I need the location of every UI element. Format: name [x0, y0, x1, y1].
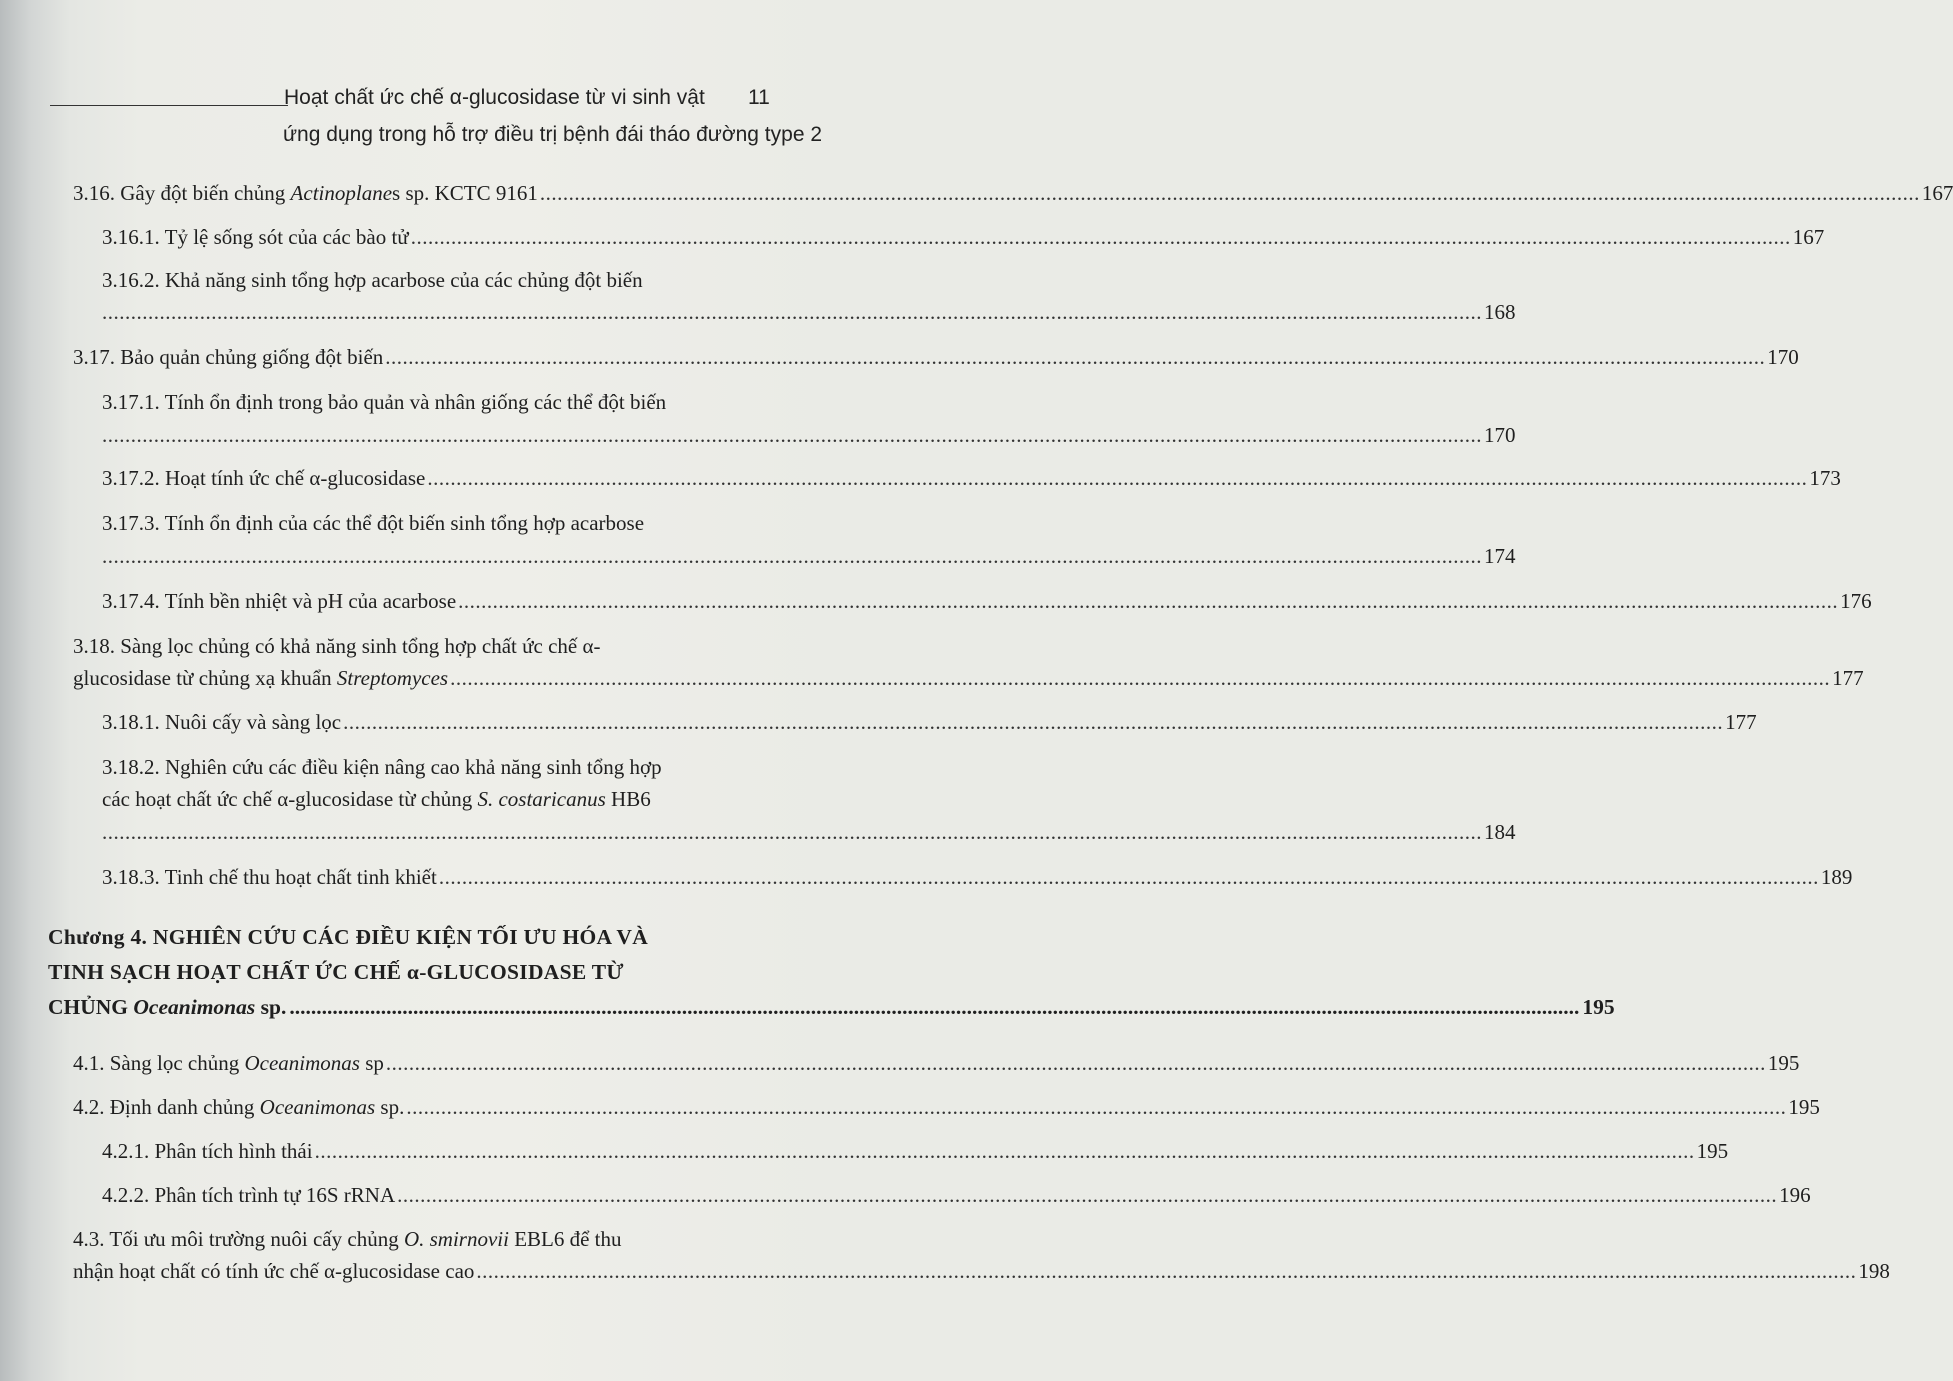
toc-text: sp — [359, 1051, 384, 1075]
toc-text: các hoạt chất ức chế α-glucosidase từ chủng — [102, 787, 478, 811]
toc-entry-4-3 — [73, 1259, 1890, 1284]
toc-text: 3.17. Bảo quản chủng giống đột biến — [73, 345, 384, 369]
toc-text: 3.17.3. Tính ổn định của các thể đột biến sinh tổng hợp acarbose — [102, 511, 645, 535]
toc-text: s sp. KCTC 9161 — [392, 181, 538, 205]
toc-page: 170 — [1484, 423, 1516, 447]
toc-page: 173 — [1809, 466, 1841, 490]
toc-entry-3-17-3 — [102, 544, 1516, 569]
toc-text: 3.18.3. Tinh chế thu hoạt chất tinh khiết — [102, 865, 437, 889]
dot-leader: ................................................................................................................................................................................................................................................ — [410, 225, 1791, 249]
toc-text: 3.16.2. Khả năng sinh tổng hợp acarbose của các chủng đột biến — [102, 268, 643, 292]
toc-text: sp. — [375, 1095, 405, 1119]
toc-text: nhận hoạt chất có tính ức chế α-glucosidase cao — [73, 1259, 475, 1283]
dot-leader: ................................................................................................................................................................................................................................................ — [427, 466, 1808, 490]
toc-entry-3-18-3 — [102, 865, 1853, 890]
toc-text-line2 — [102, 787, 651, 812]
toc-entry-3-18-1 — [102, 710, 1757, 735]
toc-entry-4-2-2 — [102, 1183, 1811, 1208]
dot-leader: ................................................................................................................................................................................................................................................ — [385, 345, 1766, 369]
chapter-text: CHỦNG — [48, 995, 134, 1019]
dot-leader: ................................................................................................................................................................................................................................................ — [385, 1051, 1766, 1075]
page-number: 11 — [748, 86, 770, 109]
toc-text: 4.2.2. Phân tích trình tự 16S rRNA — [102, 1183, 396, 1207]
toc-text-italic: Actinoplane — [290, 181, 393, 205]
toc-text: 3.16. Gây đột biến chủng — [73, 181, 291, 205]
toc-text-italic: O. smirnovii — [403, 1227, 509, 1251]
toc-entry-3-17-1 — [102, 423, 1516, 448]
dot-leader: ................................................................................................................................................................................................................................................ — [476, 1259, 1857, 1283]
toc-page: 168 — [1484, 300, 1516, 324]
toc-entry-3-17 — [73, 345, 1799, 370]
toc-entry-3-17-4 — [102, 589, 1872, 614]
chapter-heading-line1: Chương 4. NGHIÊN CỨU CÁC ĐIỀU KIỆN TỐI ƯU HÓA VÀ — [48, 925, 649, 949]
toc-text-italic: Oceanimonas — [244, 1051, 360, 1075]
dot-leader: ................................................................................................................................................................................................................................................ — [397, 1183, 1778, 1207]
toc-text-italic: Streptomyces — [336, 666, 449, 690]
toc-entry-4-1 — [73, 1051, 1800, 1076]
running-title-line1: Hoạt chất ức chế α-glucosidase từ vi sinh vật — [284, 86, 705, 109]
toc-text: 4.3. Tối ưu môi trường nuôi cấy chủng — [73, 1227, 404, 1251]
toc-text: 3.18. Sàng lọc chủng có khả năng sinh tổng hợp chất ức chế α- — [73, 634, 601, 658]
toc-page: 167 — [1921, 181, 1953, 205]
chapter-heading-line3 — [48, 995, 1615, 1020]
toc-page: 184 — [1484, 820, 1516, 844]
toc-text: 4.2.1. Phân tích hình thái — [102, 1139, 313, 1163]
toc-page: 198 — [1858, 1259, 1890, 1283]
toc-entry-3-16-1 — [102, 225, 1825, 250]
toc-page: 195 — [1696, 1139, 1729, 1163]
dot-leader: ................................................................................................................................................................................................................................................ — [406, 1095, 1787, 1119]
toc-entry-4-2-1 — [102, 1139, 1729, 1164]
toc-text: 3.18.1. Nuôi cấy và sàng lọc — [102, 710, 342, 734]
toc-text: EBL6 để thu — [508, 1227, 622, 1251]
toc-page: 195 — [1788, 1095, 1820, 1119]
toc-text: 3.17.1. Tính ổn định trong bảo quản và nhân giống các thể đột biến — [102, 390, 667, 414]
toc-page: 170 — [1767, 345, 1799, 369]
dot-leader: ................................................................................................................................................................................................................................................ — [314, 1139, 1695, 1163]
toc-text: glucosidase từ chủng xạ khuẩn — [73, 666, 337, 690]
dot-leader: ................................................................................................................................................................................................................................................ — [102, 820, 1482, 844]
toc-page: 189 — [1820, 865, 1853, 889]
toc-entry-3-17-2 — [102, 466, 1841, 491]
dot-leader: ................................................................................................................................................................................................................................................ — [102, 544, 1482, 568]
toc-page: 196 — [1779, 1183, 1811, 1207]
dot-leader: ................................................................................................................................................................................................................................................ — [289, 995, 1580, 1019]
toc-text-italic: S. costaricanus — [477, 787, 606, 811]
toc-text: 4.2. Định danh chủng — [73, 1095, 260, 1119]
toc-text: 3.17.4. Tính bền nhiệt và pH của acarbose — [102, 589, 457, 613]
toc-page: 177 — [1832, 666, 1864, 690]
toc-entry-3-16 — [73, 181, 1953, 206]
chapter-text-italic: Oceanimonas — [133, 995, 256, 1019]
toc-entry-3-18 — [73, 666, 1864, 691]
dot-leader: ................................................................................................................................................................................................................................................ — [102, 300, 1482, 324]
dot-leader: ................................................................................................................................................................................................................................................ — [343, 710, 1724, 734]
toc-text: 3.18.2. Nghiên cứu các điều kiện nâng cao khả năng sinh tổng hợp — [102, 755, 662, 779]
header-rule — [50, 105, 288, 106]
chapter-text: sp. — [255, 995, 287, 1019]
running-title-line2: ứng dụng trong hỗ trợ điều trị bệnh đái tháo đường type 2 — [283, 123, 823, 146]
dot-leader: ................................................................................................................................................................................................................................................ — [539, 181, 1920, 205]
toc-page: 177 — [1725, 710, 1757, 734]
toc-entry-4-2 — [73, 1095, 1820, 1120]
chapter-heading-line2: TINH SẠCH HOẠT CHẤT ỨC CHẾ α-GLUCOSIDASE TỪ — [48, 960, 624, 984]
toc-page: 174 — [1484, 544, 1516, 568]
toc-text-line1 — [73, 1227, 622, 1252]
toc-page: 176 — [1840, 589, 1872, 613]
toc-page: 195 — [1582, 995, 1615, 1019]
toc-text: 4.1. Sàng lọc chủng — [73, 1051, 245, 1075]
toc-text-italic: Oceanimonas — [259, 1095, 376, 1119]
toc-entry-3-16-2 — [102, 300, 1516, 325]
dot-leader: ................................................................................................................................................................................................................................................ — [102, 423, 1482, 447]
toc-page: 195 — [1767, 1051, 1800, 1075]
toc-entry-3-18-2 — [102, 820, 1516, 845]
toc-text: 3.17.2. Hoạt tính ức chế α-glucosidase — [102, 466, 426, 490]
toc-text: HB6 — [605, 787, 651, 811]
dot-leader: ................................................................................................................................................................................................................................................ — [458, 589, 1839, 613]
dot-leader: ................................................................................................................................................................................................................................................ — [438, 865, 1819, 889]
toc-page: 167 — [1792, 225, 1825, 249]
toc-text: 3.16.1. Tỷ lệ sống sót của các bào tử — [102, 225, 409, 249]
dot-leader: ................................................................................................................................................................................................................................................ — [450, 666, 1831, 690]
